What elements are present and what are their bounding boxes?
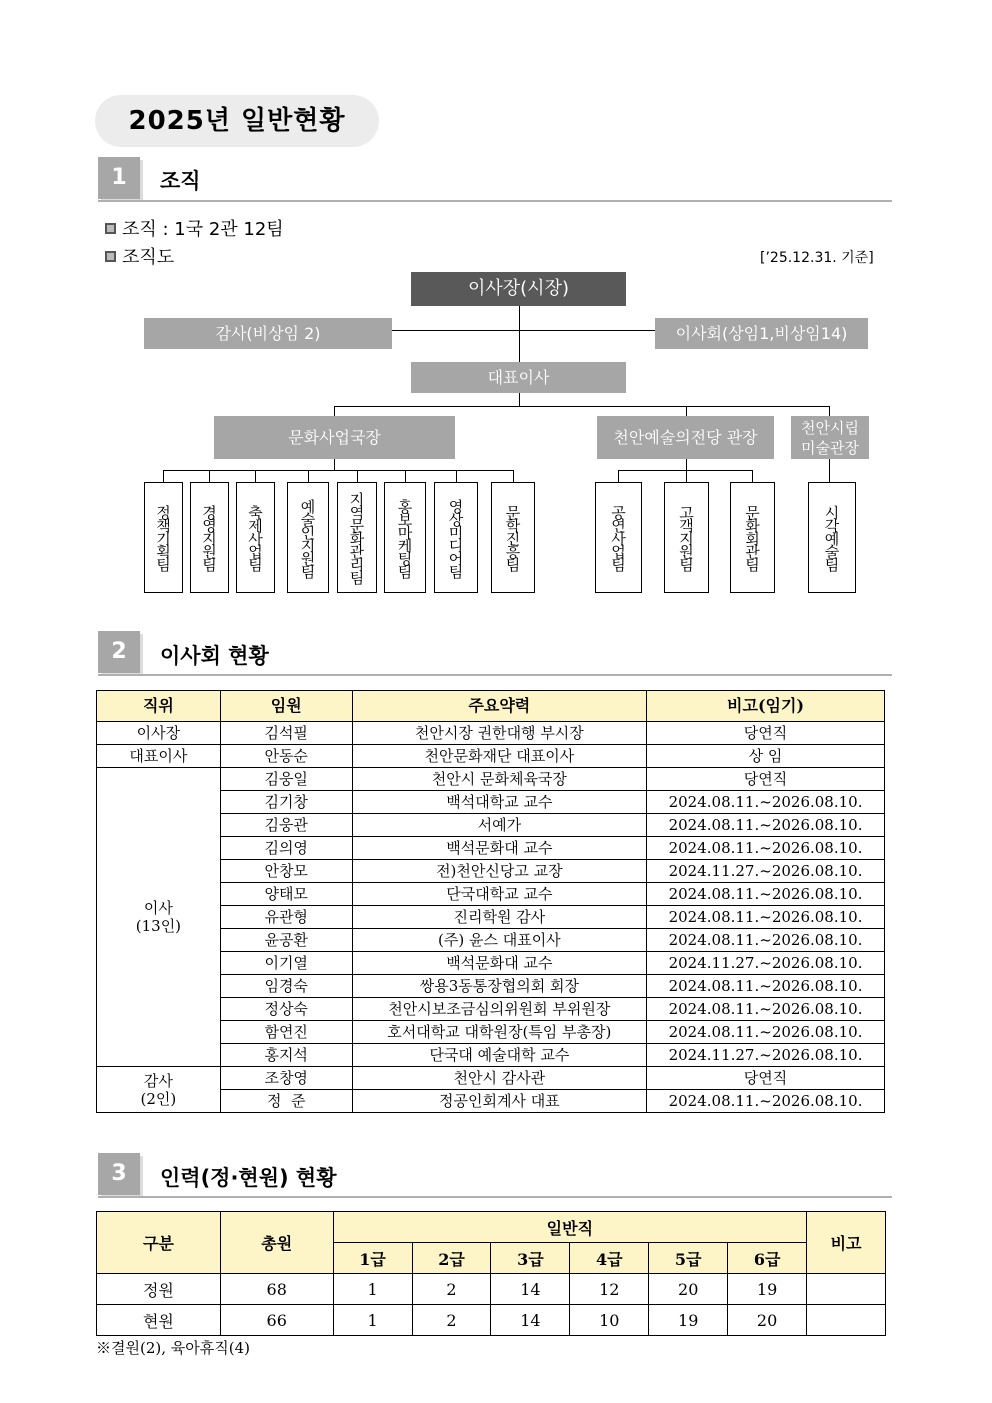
section-divider — [98, 1196, 892, 1198]
board-table — [96, 690, 885, 1113]
section-number-1: 1 — [98, 157, 140, 199]
cell-value: 1 — [333, 1274, 412, 1305]
cell-name: 조창영 — [220, 1067, 352, 1090]
table-row — [97, 768, 885, 791]
cell-name: 김석필 — [220, 722, 352, 745]
connector-line — [618, 470, 752, 471]
grade-header: 3급 — [491, 1243, 570, 1274]
cell-career: 단국대 예술대학 교수 — [352, 1044, 646, 1067]
cell-career: 천안문화재단 대표이사 — [352, 745, 646, 768]
column-header: 비고 — [807, 1212, 886, 1274]
grade-header: 2급 — [412, 1243, 491, 1274]
cell-position: 이사장 — [97, 722, 221, 745]
cell-position: 대표이사 — [97, 745, 221, 768]
table-row — [97, 745, 885, 768]
connector-line — [392, 330, 656, 331]
cell-career: 백석대학교 교수 — [352, 791, 646, 814]
cell-name: 정 준 — [220, 1090, 352, 1113]
team-box: 공연사업팀 — [595, 482, 642, 593]
connector-line — [163, 470, 513, 471]
org-chart-label: 조직도 — [105, 243, 174, 269]
cell-name: 함연진 — [220, 1021, 352, 1044]
cell-career: 진리학원 감사 — [352, 906, 646, 929]
team-box: 영상미디어팀 — [434, 482, 478, 593]
cell-term: 당연직 — [647, 722, 885, 745]
as-of-date: [’25.12.31. 기준] — [760, 250, 874, 266]
team-box: 시각예술팀 — [808, 482, 856, 593]
chairman-box: 이사장(시장) — [411, 272, 626, 306]
cell-value: 14 — [491, 1305, 570, 1336]
cell-career: 천안시보조금심의위원회 부위원장 — [352, 998, 646, 1021]
cell-label: 정원 — [97, 1274, 221, 1305]
cell-term: 2024.11.27.~2026.08.10. — [647, 1044, 885, 1067]
section-divider — [98, 200, 892, 202]
cell-term: 2024.08.11.~2026.08.10. — [647, 929, 885, 952]
team-box: 홍보마케팅팀 — [384, 482, 426, 593]
connector-line — [829, 406, 830, 416]
cell-term: 2024.08.11.~2026.08.10. — [647, 1021, 885, 1044]
division-museum-box: 천안시립 미술관장 — [791, 416, 869, 459]
cell-term: 2024.08.11.~2026.08.10. — [647, 906, 885, 929]
grade-header: 4급 — [570, 1243, 649, 1274]
team-box: 문학진흥팀 — [491, 482, 535, 593]
section-number-2: 2 — [98, 631, 140, 673]
section-divider — [98, 674, 892, 676]
cell-term: 당연직 — [647, 768, 885, 791]
table-row — [97, 1274, 886, 1305]
cell-value: 10 — [570, 1305, 649, 1336]
ceo-box: 대표이사 — [411, 362, 626, 393]
team-box: 경영지원팀 — [190, 482, 229, 593]
cell-term: 2024.11.27.~2026.08.10. — [647, 860, 885, 883]
team-box: 문화회관팀 — [730, 482, 775, 593]
cell-name: 윤공환 — [220, 929, 352, 952]
section-number-3: 3 — [98, 1153, 140, 1195]
grade-header: 5급 — [649, 1243, 728, 1274]
cell-term: 당연직 — [647, 1067, 885, 1090]
square-bullet-icon — [105, 223, 116, 234]
cell-career: 서예가 — [352, 814, 646, 837]
cell-term: 2024.11.27.~2026.08.10. — [647, 952, 885, 975]
connector-line — [334, 459, 335, 470]
cell-term: 2024.08.11.~2026.08.10. — [647, 998, 885, 1021]
cell-term: 2024.08.11.~2026.08.10. — [647, 883, 885, 906]
division-culture-box: 문화사업국장 — [214, 416, 455, 459]
cell-name: 안창모 — [220, 860, 352, 883]
cell-total: 66 — [220, 1305, 333, 1336]
table-row — [97, 1067, 885, 1090]
cell-label: 현원 — [97, 1305, 221, 1336]
board-box: 이사회(상임1,비상임14) — [655, 318, 868, 349]
team-box: 축제사업팀 — [236, 482, 275, 593]
cell-name: 정상숙 — [220, 998, 352, 1021]
cell-career: 쌍용3동통장협의회 회장 — [352, 975, 646, 998]
cell-value: 20 — [649, 1274, 728, 1305]
cell-value: 2 — [412, 1305, 491, 1336]
connector-line — [334, 406, 830, 407]
org-summary: 조직 : 1국 2관 12팀 — [105, 215, 284, 241]
column-header: 비고(임기) — [647, 691, 885, 722]
connector-line — [519, 306, 520, 362]
column-header: 주요약력 — [352, 691, 646, 722]
cell-position-group: 이사 (13인) — [97, 768, 221, 1067]
cell-name: 김웅관 — [220, 814, 352, 837]
grade-header: 6급 — [728, 1243, 807, 1274]
cell-value: 19 — [728, 1274, 807, 1305]
team-box: 예술인지원팀 — [287, 482, 329, 593]
cell-value: 19 — [649, 1305, 728, 1336]
cell-name: 이기열 — [220, 952, 352, 975]
team-box: 지역문화관리팀 — [337, 482, 377, 593]
connector-line — [686, 459, 687, 470]
cell-term: 상 임 — [647, 745, 885, 768]
cell-career: 천안시장 권한대행 부시장 — [352, 722, 646, 745]
cell-value: 14 — [491, 1274, 570, 1305]
cell-total: 68 — [220, 1274, 333, 1305]
cell-career: 전)천안신당고 교장 — [352, 860, 646, 883]
division-arts-center-box: 천안예술의전당 관장 — [597, 416, 774, 459]
cell-value: 2 — [412, 1274, 491, 1305]
cell-career: 천안시 감사관 — [352, 1067, 646, 1090]
cell-career: 천안시 문화체육국장 — [352, 768, 646, 791]
cell-career: 백석문화대 교수 — [352, 952, 646, 975]
table-row — [97, 1305, 886, 1336]
page-title: 2025년 일반현황 — [95, 95, 379, 147]
cell-career: 백석문화대 교수 — [352, 837, 646, 860]
cell-name: 임경숙 — [220, 975, 352, 998]
table-row — [97, 722, 885, 745]
connector-line — [519, 393, 520, 406]
auditor-box: 감사(비상임 2) — [144, 318, 392, 349]
cell-term: 2024.08.11.~2026.08.10. — [647, 975, 885, 998]
square-bullet-icon — [105, 251, 116, 262]
cell-career: 정공인회계사 대표 — [352, 1090, 646, 1113]
cell-term: 2024.08.11.~2026.08.10. — [647, 1090, 885, 1113]
cell-career: 단국대학교 교수 — [352, 883, 646, 906]
cell-name: 김기창 — [220, 791, 352, 814]
team-box: 정책기획팀 — [144, 482, 183, 593]
cell-name: 안동순 — [220, 745, 352, 768]
cell-name: 김의영 — [220, 837, 352, 860]
cell-name: 김웅일 — [220, 768, 352, 791]
table-header-row — [97, 691, 885, 722]
column-header: 일반직 — [333, 1212, 806, 1243]
cell-term: 2024.08.11.~2026.08.10. — [647, 814, 885, 837]
column-header: 임원 — [220, 691, 352, 722]
cell-term: 2024.08.11.~2026.08.10. — [647, 791, 885, 814]
cell-term: 2024.08.11.~2026.08.10. — [647, 837, 885, 860]
cell-name: 홍지석 — [220, 1044, 352, 1067]
section-title-organization: 조직 — [160, 169, 201, 193]
column-header: 총원 — [220, 1212, 333, 1274]
cell-career: 호서대학교 대학원장(특임 부총장) — [352, 1021, 646, 1044]
table-header-row — [97, 1212, 886, 1243]
cell-name: 유관형 — [220, 906, 352, 929]
grade-header: 1급 — [333, 1243, 412, 1274]
cell-value: 1 — [333, 1305, 412, 1336]
connector-line — [829, 459, 830, 483]
cell-name: 양태모 — [220, 883, 352, 906]
staff-table — [96, 1211, 886, 1336]
cell-position-group: 감사 (2인) — [97, 1067, 221, 1113]
column-header: 구분 — [97, 1212, 221, 1274]
cell-note — [807, 1305, 886, 1336]
staff-footnote: ※결원(2), 육아휴직(4) — [96, 1339, 250, 1357]
cell-career: (주) 윤스 대표이사 — [352, 929, 646, 952]
cell-value: 20 — [728, 1305, 807, 1336]
section-title-board: 이사회 현황 — [160, 644, 269, 668]
cell-value: 12 — [570, 1274, 649, 1305]
column-header: 직위 — [97, 691, 221, 722]
section-title-staff: 인력(정·현원) 현황 — [160, 1166, 337, 1190]
cell-note — [807, 1274, 886, 1305]
team-box: 고객지원팀 — [664, 482, 709, 593]
